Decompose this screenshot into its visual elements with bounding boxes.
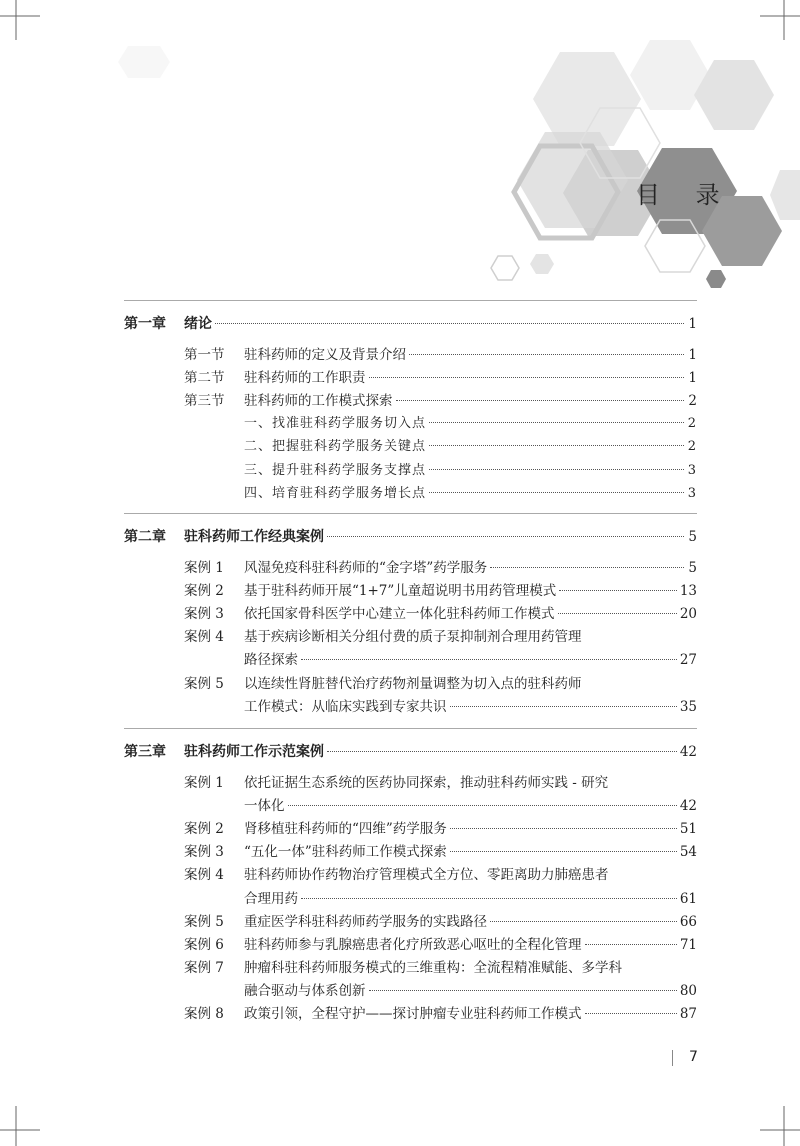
toc-section-entry[interactable]	[184, 625, 697, 645]
toc-subsection-entry[interactable]	[244, 412, 697, 431]
toc-subsection-entry[interactable]	[244, 482, 697, 501]
section-title: 重症医学科驻科药师药学服务的实践路径	[244, 913, 487, 930]
page-ref: 2	[688, 393, 697, 410]
toc-section-entry[interactable]	[184, 389, 697, 409]
page-ref: 87	[679, 1006, 697, 1022]
section-title: 风湿免疫科驻科药师的“金字塔”药学服务	[244, 560, 488, 576]
dot-leader	[327, 751, 677, 752]
section-number: 案例 7	[184, 959, 224, 976]
dot-leader	[429, 445, 684, 446]
page-ref: 1	[688, 370, 697, 387]
section-title: 肾移植驻科药师的“四维”药学服务	[244, 821, 447, 838]
toc-section-continuation[interactable]	[244, 794, 697, 814]
section-number: 案例 1	[184, 560, 224, 576]
dot-leader	[301, 659, 677, 660]
page-ref: 13	[679, 583, 697, 600]
page-ref: 3	[687, 485, 697, 501]
section-number: 案例 5	[184, 675, 224, 692]
section-title: 基于驻科药师开展“1+7”儿童超说明书用药管理模式	[244, 583, 557, 600]
page-number: 7	[689, 1049, 698, 1065]
toc-subsection-entry[interactable]	[244, 435, 697, 454]
dot-leader	[559, 590, 677, 591]
toc-section-entry[interactable]	[184, 602, 697, 622]
toc-section-continuation[interactable]	[244, 648, 697, 668]
dot-leader	[409, 354, 684, 355]
page-number-separator	[672, 1050, 673, 1066]
dot-leader	[585, 1013, 677, 1014]
toc-section-entry[interactable]	[184, 817, 697, 837]
page-ref: 1	[688, 347, 697, 363]
toc-chapter-entry[interactable]	[124, 526, 697, 546]
section-title: 肿瘤科驻科药师服务模式的三维重构：全流程精准赋能、多学科	[244, 959, 622, 976]
section-number: 第三节	[184, 393, 225, 410]
dot-leader	[490, 921, 677, 922]
dot-leader	[369, 377, 685, 378]
chapter-title: 驻科药师工作示范案例	[184, 744, 324, 760]
dot-leader	[301, 898, 677, 899]
dot-leader	[369, 990, 677, 991]
dot-leader	[450, 828, 677, 829]
subsection-title: 四、培育驻科药学服务增长点	[244, 485, 427, 501]
toc-section-entry[interactable]	[184, 863, 697, 883]
toc-chapter-entry[interactable]	[124, 741, 697, 761]
section-title: 驻科药师参与乳腺癌患者化疗所致恶心呕吐的全程化管理	[244, 936, 582, 953]
section-number: 案例 8	[184, 1006, 224, 1022]
chapter-number: 第三章	[124, 744, 166, 760]
section-title: 以连续性肾脏替代治疗药物剂量调整为切入点的驻科药师	[244, 675, 582, 692]
toc-section-entry[interactable]	[184, 556, 697, 576]
section-number: 案例 4	[184, 629, 224, 646]
dot-leader	[429, 469, 684, 470]
section-title: 驻科药师的工作模式探索	[244, 393, 393, 410]
section-title: 驻科药师的定义及背景介绍	[244, 347, 406, 363]
page-ref: 2	[687, 416, 697, 432]
page-ref: 3	[687, 462, 697, 478]
toc-section-continuation[interactable]	[244, 979, 697, 999]
section-title-continued: 路径探索	[244, 652, 298, 669]
section-title: 依托证据生态系统的医药协同探索，推动驻科药师实践 - 研究	[244, 775, 609, 791]
chapter-divider	[124, 513, 697, 514]
section-title: 基于疾病诊断相关分组付费的质子泵抑制剂合理用药管理	[244, 629, 582, 646]
dot-leader	[558, 613, 677, 614]
toc-subsection-entry[interactable]	[244, 459, 697, 478]
section-number: 案例 6	[184, 936, 224, 953]
toc-section-entry[interactable]	[184, 933, 697, 953]
section-title: 依托国家骨科医学中心建立一体化驻科药师工作模式	[244, 606, 555, 623]
page-title: 目 录	[636, 181, 734, 209]
dot-leader	[288, 805, 677, 806]
page-ref: 27	[679, 652, 697, 669]
toc-chapter-entry[interactable]	[124, 313, 697, 333]
page-ref: 2	[687, 439, 697, 455]
dot-leader	[429, 492, 684, 493]
toc-section-entry[interactable]	[184, 366, 697, 386]
page-ref: 1	[688, 316, 697, 332]
page-ref: 71	[679, 936, 697, 953]
section-title-continued: 工作模式：从临床实践到专家共识	[244, 698, 447, 715]
toc-section-entry[interactable]	[184, 910, 697, 930]
section-title-continued: 合理用药	[244, 890, 298, 907]
toc-section-continuation[interactable]	[244, 695, 697, 715]
section-title-continued: 一体化	[244, 798, 285, 815]
page-ref: 66	[679, 913, 697, 930]
dot-leader	[585, 944, 677, 945]
toc-section-entry[interactable]	[184, 771, 697, 791]
chapter-divider	[124, 300, 697, 301]
toc-section-entry[interactable]	[184, 840, 697, 860]
dot-leader	[396, 400, 685, 401]
subsection-title: 一、找准驻科药学服务切入点	[244, 416, 427, 432]
section-number: 第一节	[184, 347, 225, 363]
dot-leader	[450, 851, 677, 852]
section-number: 案例 4	[184, 867, 224, 884]
subsection-title: 二、把握驻科药学服务关键点	[244, 439, 427, 455]
chapter-number: 第一章	[124, 316, 166, 332]
section-number: 案例 2	[184, 583, 224, 600]
toc-section-entry[interactable]	[184, 579, 697, 599]
toc-section-entry[interactable]	[184, 343, 697, 363]
page-ref: 5	[688, 529, 697, 545]
dot-leader	[450, 706, 677, 707]
section-number: 案例 1	[184, 775, 224, 791]
section-number: 案例 3	[184, 844, 224, 861]
dot-leader	[327, 536, 684, 537]
section-title-continued: 融合驱动与体系创新	[244, 982, 366, 999]
subsection-title: 三、提升驻科药学服务支撑点	[244, 462, 427, 478]
toc-section-entry[interactable]	[184, 1002, 697, 1022]
chapter-title: 绪论	[184, 316, 212, 332]
page-ref: 42	[679, 744, 697, 760]
dot-leader	[490, 567, 684, 568]
dot-leader	[215, 323, 684, 324]
toc-section-entry[interactable]	[184, 672, 697, 692]
toc-section-entry[interactable]	[184, 956, 697, 976]
chapter-divider	[124, 728, 697, 729]
page-ref: 80	[679, 982, 697, 999]
page-ref: 35	[679, 698, 697, 715]
section-number: 案例 3	[184, 606, 224, 623]
page-ref: 54	[679, 844, 697, 861]
section-title: 驻科药师的工作职责	[244, 370, 366, 387]
chapter-title: 驻科药师工作经典案例	[184, 529, 324, 545]
section-number: 案例 2	[184, 821, 224, 838]
page-ref: 61	[679, 890, 697, 907]
page-ref: 51	[679, 821, 697, 838]
section-title: 驻科药师协作药物治疗管理模式全方位、零距离助力肺癌患者	[244, 867, 609, 884]
toc-section-continuation[interactable]	[244, 887, 697, 907]
page-ref: 20	[679, 606, 697, 623]
page-ref: 5	[688, 560, 697, 576]
section-title: “五化一体”驻科药师工作模式探索	[244, 844, 447, 861]
chapter-number: 第二章	[124, 529, 166, 545]
section-number: 第二节	[184, 370, 225, 387]
page-ref: 42	[679, 798, 697, 815]
dot-leader	[429, 422, 684, 423]
section-number: 案例 5	[184, 913, 224, 930]
section-title: 政策引领，全程守护——探讨肿瘤专业驻科药师工作模式	[244, 1006, 582, 1022]
